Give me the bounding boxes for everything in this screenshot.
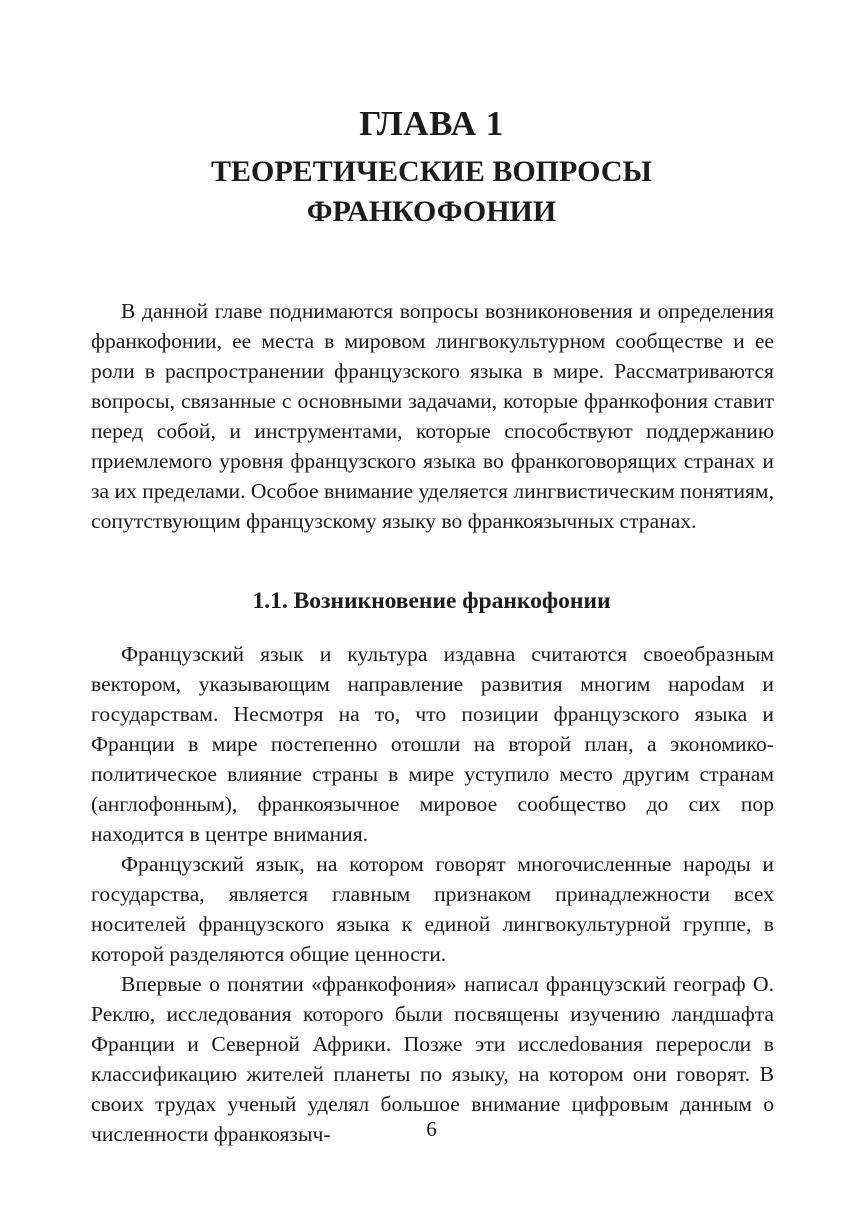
chapter-title: [0, 152, 863, 232]
body-paragraph-3: Впервые о понятии «франкофония» написал французский географ О. Реклю, исследования которого были посвящены изучению ландшафта Франции и Северной Африки. Позже эти исслеdования переросли в классификацию жителей планеты по языку, на котором они говорят. В своих трудах ученый уделял большое внимание цифровым данным о численности франкоязыч‑: [91, 972, 774, 1146]
chapter-label: ГЛАВА 1: [359, 104, 504, 143]
chapter-title-line-2: ФРАНКОФОНИИ: [306, 195, 557, 228]
intro-paragraph: В данной главе поднимаются вопросы возниконовения и определения франкофонии, ее места в мировом лингвокультурном сообществе и ее роли в распространении французского языка в мире. Рассматриваются вопросы, связанные с основными задачами, которые франкофония ставит перед собой, и инструментами, которые способствуют поддержанию приемлемого уровня французского языка во франкоговорящих странах и за их пределами. Особое внимание уделяется лингвистическим понятиям, сопутствующим французскому языку во франкоязычных странах.: [91, 299, 774, 533]
body-paragraph-2: Французский язык, на котором говорят многочисленные народы и государства, является главным признаком принадлежности всех носителей французского языка к единой лингвокультурной группе, в которой разделяются общие ценности.: [91, 852, 774, 966]
page-number: 6: [426, 1117, 437, 1141]
body-paragraph-1: Французский язык и культура издавна считаются своеобразным вектором, указывающим направление развития многим нароdам и государствам. Несмотря на то, что позиции французского языка и Франции в мире постепенно отошли на второй план, а экономико-политическое влияние страны в мире уступило место другим странам (англофонным), франкоязычное мировое сообщество до сих пор находится в центре внимания.: [91, 642, 774, 846]
chapter-title-line-1: ТЕОРЕТИЧЕСКИЕ ВОПРОСЫ: [211, 155, 652, 188]
section-heading: 1.1. Возникновение франкофонии: [252, 588, 611, 614]
section-body: [91, 639, 774, 1149]
chapter-intro: [91, 296, 774, 536]
